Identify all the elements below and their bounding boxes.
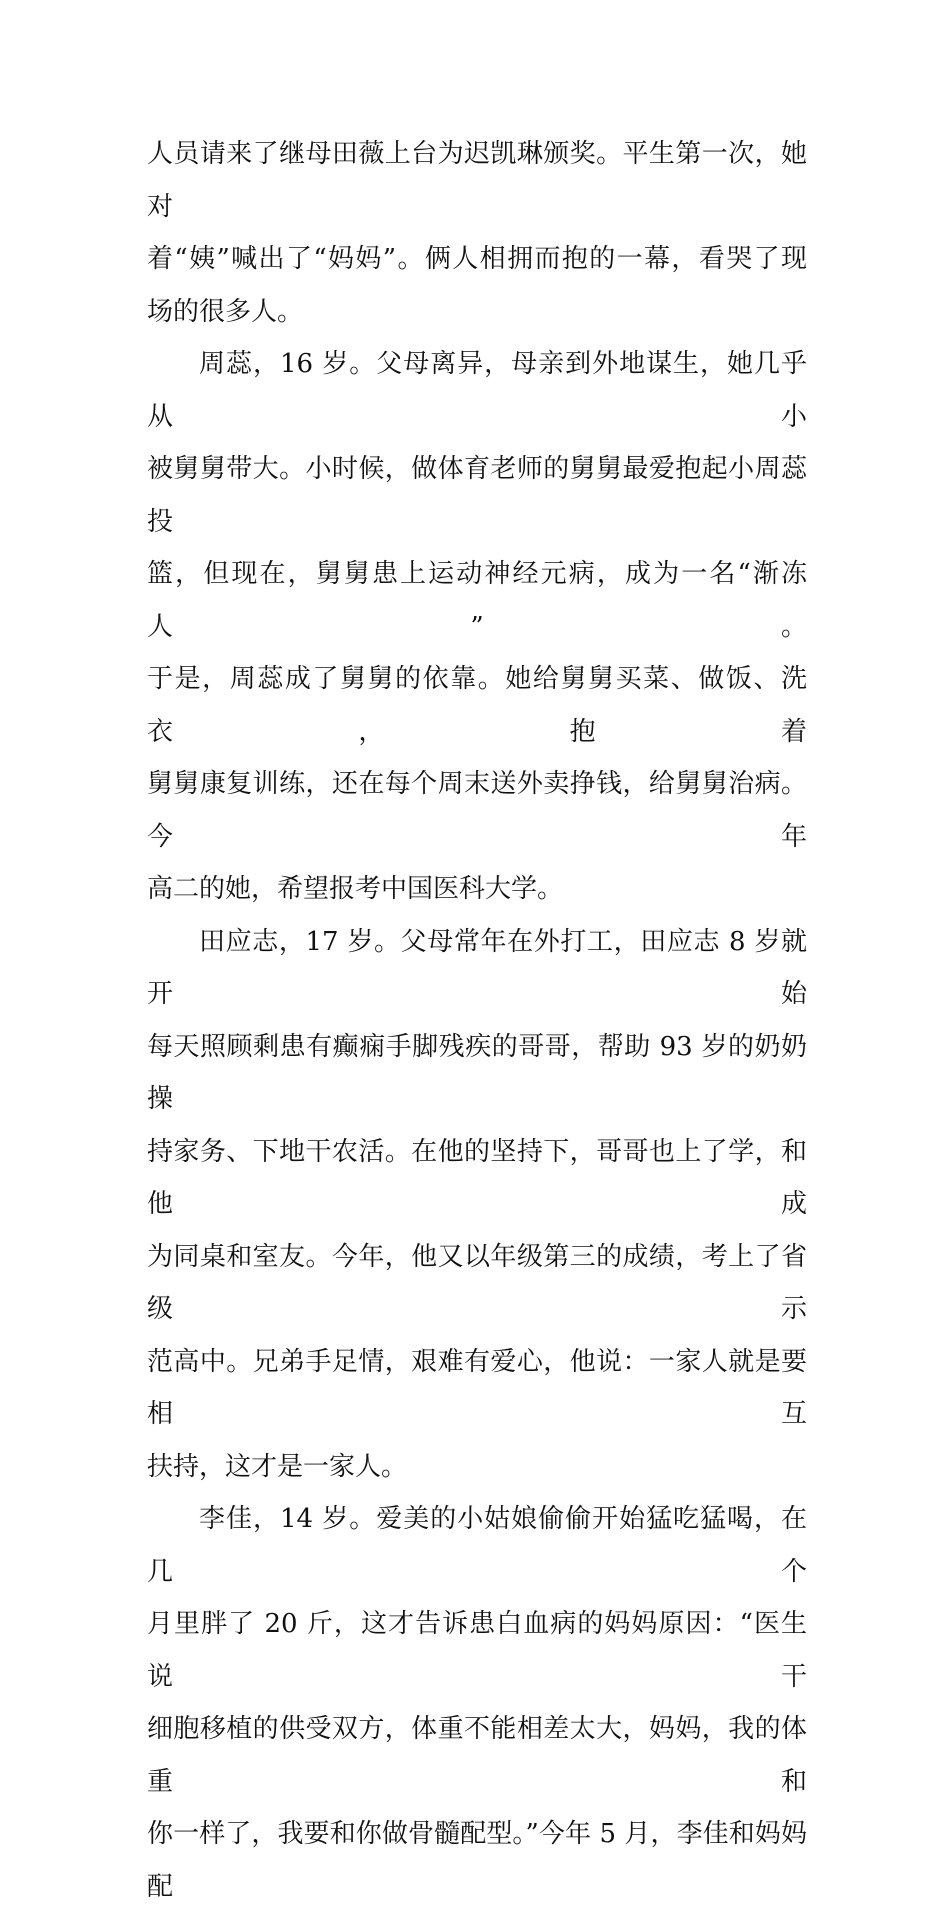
text-line: 周蕊，16 岁。父母离异，母亲到外地谋生，她几乎从小 bbox=[147, 349, 807, 432]
text-line: 持家务、下地干农活。在他的坚持下，哥哥也上了学，和他成 bbox=[147, 1136, 807, 1219]
text-line: 着“姨”喊出了“妈妈”。俩人相拥而抱的一幕，看哭了现 bbox=[147, 244, 807, 274]
text-line: 舅舅康复训练，还在每个周末送外卖挣钱，给舅舅治病。今年 bbox=[147, 769, 807, 852]
paragraph bbox=[147, 128, 807, 338]
text-line: 月里胖了 20 斤，这才告诉患白血病的妈妈原因：“医生说干 bbox=[147, 1609, 807, 1692]
text-line: 田应志，17 岁。父母常年在外打工，田应志 8 岁就开始 bbox=[147, 926, 807, 1009]
text-line: 你一样了，我要和你做骨髓配型。”今年 5 月，李佳和妈妈配 bbox=[147, 1819, 807, 1902]
paragraph bbox=[147, 916, 807, 1494]
paragraph bbox=[147, 1493, 807, 1913]
article-body bbox=[147, 128, 807, 1913]
paragraph bbox=[147, 338, 807, 916]
text-line: 为同桌和室友。今年，他又以年级第三的成绩，考上了省级示 bbox=[147, 1241, 807, 1324]
text-line: 场的很多人。 bbox=[147, 296, 304, 327]
text-line: 细胞移植的供受双方，体重不能相差太大，妈妈，我的体重和 bbox=[147, 1714, 807, 1797]
text-line: 每天照顾剩患有癫痫手脚残疾的哥哥，帮助 93 岁的奶奶操 bbox=[147, 1031, 807, 1114]
text-line: 高二的她，希望报考中国医科大学。 bbox=[147, 874, 564, 904]
text-line: 被舅舅带大。小时候，做体育老师的舅舅最爱抱起小周蕊投 bbox=[147, 454, 807, 537]
text-line: 李佳，14 岁。爱美的小姑娘偷偷开始猛吃猛喝，在几个 bbox=[147, 1504, 807, 1587]
text-line: 人员请来了继母田薇上台为迟凯琳颁奖。平生第一次，她对 bbox=[147, 139, 807, 222]
text-line: 于是，周蕊成了舅舅的依靠。她给舅舅买菜、做饭、洗衣，抱着 bbox=[147, 664, 807, 747]
text-line: 范高中。兄弟手足情，艰难有爱心，他说：一家人就是要相互 bbox=[147, 1346, 807, 1429]
text-line: 篮，但现在，舅舅患上运动神经元病，成为一名“渐冻人”。 bbox=[147, 559, 807, 642]
text-line: 扶持，这才是一家人。 bbox=[147, 1451, 408, 1482]
